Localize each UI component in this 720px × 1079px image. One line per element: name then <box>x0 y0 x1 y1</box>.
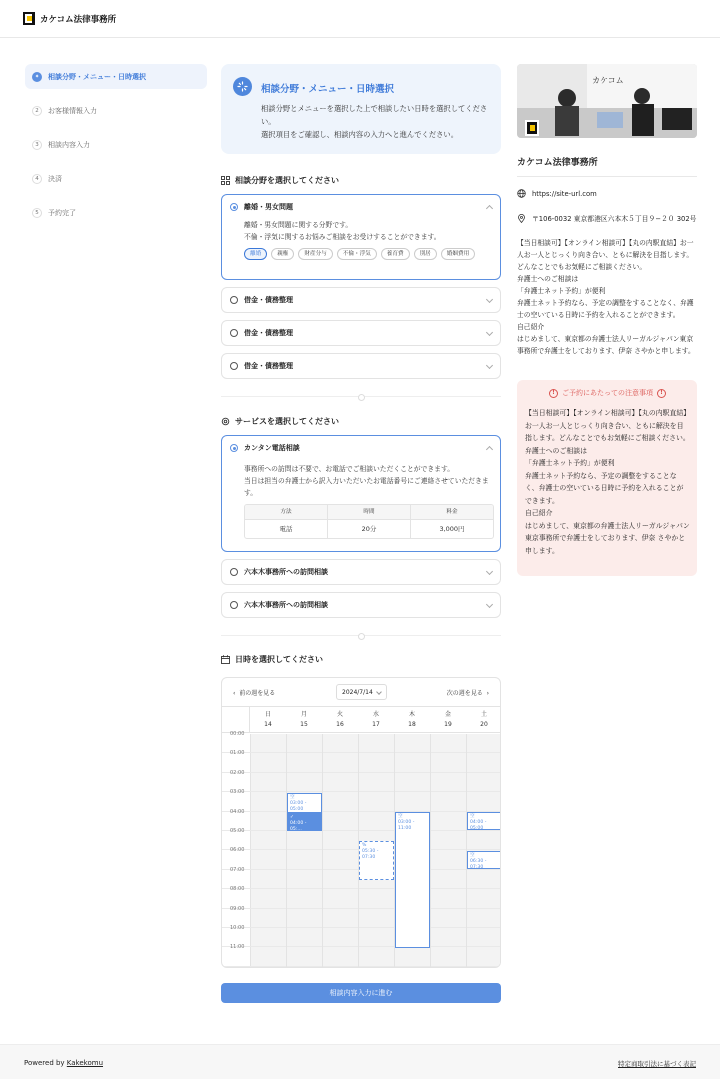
field-option-head[interactable] <box>222 354 500 378</box>
step-number: 2 <box>32 106 42 116</box>
date-section-title <box>221 654 501 665</box>
time-slot[interactable] <box>395 812 430 948</box>
service-option-phone[interactable] <box>221 435 501 552</box>
section-title-text: 相談分野を選択してください <box>235 176 339 185</box>
hour-label: 08:00 <box>230 886 245 893</box>
time-column-header <box>222 707 250 732</box>
hour-label: 09:00 <box>230 905 245 912</box>
sparkle-icon <box>233 77 252 96</box>
office-address-text: 〒106-0032 東京都港区六本木５丁目９−２０ 302号 <box>532 215 697 223</box>
column-separator <box>322 734 323 968</box>
step-number: 4 <box>32 174 42 184</box>
service-desc-line-1: 事務所への訪問は不要で、お電話でご相談いただくことができます。 <box>244 465 455 473</box>
field-desc-line-1: 離婚・男女問題に関する分野です。 <box>244 221 353 229</box>
radio-selected[interactable] <box>230 203 238 211</box>
hour-row <box>222 808 501 831</box>
step-3 <box>25 132 207 157</box>
notice-title <box>525 388 690 398</box>
field-option-divorce[interactable] <box>221 194 501 280</box>
hour-label: 04:00 <box>230 808 245 815</box>
time-slot-pending[interactable] <box>359 841 394 880</box>
hour-label: 11:00 <box>230 944 245 951</box>
tag-chip[interactable]: 離婚 <box>244 248 267 260</box>
calendar-day-header <box>222 707 501 733</box>
chevron-down-icon[interactable] <box>486 362 493 369</box>
intro-title: 相談分野・メニュー・日時選択 <box>261 84 395 95</box>
proceed-button[interactable]: 相談内容入力に進む <box>221 983 501 1003</box>
service-option-head[interactable] <box>222 560 500 584</box>
field-label: 借金・債務整理 <box>244 329 293 337</box>
time-slot[interactable] <box>467 851 501 869</box>
hour-row <box>222 769 501 792</box>
kakekomu-link[interactable]: Kakekomu <box>66 1059 104 1067</box>
day-sat <box>466 707 501 732</box>
slot-time: 04:00 - 05:00 <box>470 820 487 831</box>
office-photo <box>517 64 697 138</box>
step-number: 3 <box>32 140 42 150</box>
service-section-title <box>221 416 501 427</box>
header <box>0 0 720 38</box>
slot-mark: 空 <box>398 814 403 819</box>
intro-text <box>261 102 489 141</box>
day-number: 20 <box>480 721 488 728</box>
field-description <box>222 219 500 268</box>
field-label: 借金・債務整理 <box>244 362 293 370</box>
chevron-up-icon[interactable] <box>486 205 493 212</box>
slot-time: 05:30 - 07:30 <box>362 849 379 860</box>
cell-fee: 3,000円 <box>411 519 493 538</box>
main-content <box>221 64 501 665</box>
slot-time: 03:00 - 11:00 <box>398 820 415 831</box>
time-slot[interactable] <box>467 812 501 830</box>
field-option-head[interactable] <box>222 195 500 219</box>
office-name: カケコム法律事務所 <box>517 155 697 177</box>
step-2 <box>25 98 207 123</box>
step-label: お客様情報入力 <box>48 106 97 115</box>
day-tue <box>322 707 358 732</box>
field-label: 借金・債務整理 <box>244 296 293 304</box>
field-option-debt[interactable] <box>221 287 501 313</box>
section-divider <box>221 396 501 397</box>
price-table-header <box>245 505 493 519</box>
intro-banner <box>221 64 501 154</box>
step-4 <box>25 166 207 191</box>
weekday: 火 <box>336 711 343 718</box>
service-label: 六本木事務所への訪問相談 <box>244 601 328 609</box>
step-5 <box>25 200 207 225</box>
step-label: 決済 <box>48 174 62 183</box>
powered-by-text: Powered by <box>24 1059 67 1067</box>
service-label: カンタン電話相談 <box>244 444 300 452</box>
field-label: 離婚・男女問題 <box>244 203 293 211</box>
weekday: 月 <box>300 711 307 718</box>
section-title-text: 日時を選択してください <box>235 655 323 664</box>
legal-notice-link[interactable]: 特定商取引法に基づく表記 <box>618 1060 696 1068</box>
tag-chip[interactable]: 別居 <box>414 248 437 260</box>
calendar-nav <box>222 678 500 707</box>
service-desc-line-2: 当日は担当の弁護士から訳入力いただいたお電話番号にご連絡させていただきます。 <box>244 477 489 497</box>
next-week-link[interactable]: 次の週を見る › <box>446 690 489 697</box>
step-1 <box>25 64 207 89</box>
hour-label: 01:00 <box>230 750 245 757</box>
hour-label: 02:00 <box>230 769 245 776</box>
photo-sign-text: カケコム <box>592 76 624 85</box>
step-navigation <box>25 64 207 234</box>
slot-mark: 空 <box>470 853 475 858</box>
service-description <box>222 460 500 547</box>
weekday: 水 <box>372 711 379 718</box>
hour-label: 03:00 <box>230 789 245 796</box>
header-fee: 料金 <box>411 505 493 519</box>
day-wed <box>358 707 394 732</box>
day-number: 17 <box>372 721 380 728</box>
time-slot[interactable] <box>287 793 322 813</box>
hour-row <box>222 731 501 753</box>
slot-mark: % <box>362 843 367 848</box>
brand-logo-icon <box>23 12 35 25</box>
check-icon: ✓ <box>290 815 294 820</box>
day-number: 14 <box>264 721 272 728</box>
chevron-down-icon[interactable] <box>486 296 493 303</box>
intro-line-2: 選択項目をご確認し、相談内容の入力へと進んでください。 <box>261 130 459 139</box>
cell-method: 電話 <box>245 519 328 538</box>
hour-row <box>222 886 501 908</box>
chevron-down-icon[interactable] <box>486 601 493 608</box>
price-table <box>244 504 494 539</box>
header-time: 時間 <box>328 505 411 519</box>
tag-chip[interactable]: 不倫・浮気 <box>337 248 377 260</box>
hour-row <box>222 905 501 928</box>
service-label: 六本木事務所への訪問相談 <box>244 568 328 576</box>
chevron-down-icon[interactable] <box>486 329 493 336</box>
column-separator <box>286 734 287 968</box>
office-url <box>517 189 697 198</box>
service-option-head[interactable] <box>222 593 500 617</box>
location-pin-icon <box>517 214 526 223</box>
field-desc-line-2: 不倫・浮気に関するお悩みご相談をお受けすることができます。 <box>244 233 441 241</box>
footer <box>0 1044 720 1079</box>
step-number: 5 <box>32 208 42 218</box>
next-week-label[interactable]: 次の週を見る <box>446 690 483 697</box>
day-number: 18 <box>408 721 416 728</box>
week-date-select[interactable]: 2024/7/14 <box>336 684 387 700</box>
office-description <box>517 237 697 357</box>
chevron-up-icon[interactable] <box>486 446 493 453</box>
hour-label: 00:00 <box>230 731 245 737</box>
sparkle-icon: ✦ <box>32 72 42 82</box>
day-number: 15 <box>300 721 308 728</box>
weekday: 土 <box>480 711 487 718</box>
slot-time: 04:00 - 05:... <box>290 821 307 832</box>
field-option-head[interactable] <box>222 288 500 312</box>
cell-time: 20分 <box>328 519 411 538</box>
notice-title-text: ご予約にあたっての注意事項 <box>562 389 653 397</box>
weekday: 日 <box>264 711 271 718</box>
chevron-down-icon[interactable] <box>486 568 493 575</box>
step-label: 予約完了 <box>48 208 76 217</box>
hour-label: 06:00 <box>230 847 245 854</box>
globe-icon <box>517 189 526 198</box>
hour-row <box>222 789 501 811</box>
weekday: 金 <box>444 711 451 718</box>
notice-body: 【当日相談可】【オンライン相談可】【丸の内駅直結】お一人お一人とじっくり向き合い、ともに解決を目指します。どんなことでもお気軽にご相談ください。 弁護士へのご相談は 「弁護士ネット予約」が便利 弁護士ネット予約なら、予定の調整をすることなく、弁護士の空いている日時に予約を入れることができます。 自己紹介 はじめまして、東京都の弁護士法人リーガルジャパン東京事務所で弁護士をしております、伊奈 さやかと申します。 <box>525 409 690 555</box>
office-description-text: 【当日相談可】【オンライン相談可】【丸の内駅直結】お一人お一人とじっくり向き合い、ともに解決を目指します。どんなことでもお気軽にご相談ください。 弁護士へのご相談は 「弁護士ネット予約」が便利 弁護士ネット予約なら、予定の調整をすることなく、弁護士の空いている日時に予約を入れることができます。 自己紹介 はじめまして、東京都の弁護士法人リーガルジャパン東京事務所で弁護士をしております、伊奈 さやかと申します。 <box>517 239 695 355</box>
radio-unselected[interactable] <box>230 329 238 337</box>
day-thu <box>394 707 430 732</box>
radio-unselected[interactable] <box>230 362 238 370</box>
brand-name[interactable]: カケコム法律事務所 <box>40 15 117 25</box>
slot-time: 03:00 - 05:00 <box>290 801 307 812</box>
step-label: 相談分野・メニュー・日時選択 <box>48 72 146 81</box>
day-number: 19 <box>444 721 452 728</box>
slot-time: 06:30 - 07:30 <box>470 859 487 870</box>
day-fri <box>430 707 466 732</box>
radio-unselected[interactable] <box>230 296 238 304</box>
tag-chip[interactable]: 養育費 <box>381 248 410 260</box>
service-option-visit[interactable] <box>221 559 501 585</box>
radio-unselected[interactable] <box>230 601 238 609</box>
notice-box <box>517 380 697 576</box>
weekday: 木 <box>408 711 415 718</box>
service-option-head[interactable] <box>222 436 500 460</box>
section-divider <box>221 635 501 636</box>
column-separator <box>430 734 431 968</box>
intro-line-1: 相談分野とメニューを選択した上で相談したい日時を選択してください。 <box>261 104 488 126</box>
powered-by <box>24 1059 103 1067</box>
field-option-debt[interactable] <box>221 320 501 346</box>
calendar-icon <box>221 655 230 664</box>
hour-label: 07:00 <box>230 866 245 873</box>
field-option-debt[interactable] <box>221 353 501 379</box>
step-label: 相談内容入力 <box>48 140 90 149</box>
field-tags <box>244 248 492 260</box>
office-address <box>517 213 697 223</box>
day-sun <box>250 707 286 732</box>
office-url-text[interactable]: https://site-url.com <box>532 189 597 198</box>
day-mon <box>286 707 322 732</box>
service-option-visit[interactable] <box>221 592 501 618</box>
hour-row <box>222 944 501 966</box>
slot-mark: 空 <box>470 814 475 819</box>
day-number: 16 <box>336 721 344 728</box>
hour-row <box>222 924 501 947</box>
tag-chip[interactable]: 婚姻費用 <box>441 248 475 260</box>
exclamation-icon: ! <box>549 389 558 398</box>
field-option-head[interactable] <box>222 321 500 345</box>
week-calendar <box>221 677 501 968</box>
section-title-text: サービスを選択してください <box>235 417 339 426</box>
office-info <box>517 150 697 357</box>
gear-icon <box>221 417 230 426</box>
hour-label: 10:00 <box>230 924 245 931</box>
header-method: 方法 <box>245 505 328 519</box>
prev-week-link[interactable]: ‹ 前の週を見る <box>233 690 276 697</box>
radio-selected[interactable] <box>230 444 238 452</box>
tag-chip[interactable]: 親権 <box>271 248 294 260</box>
radio-unselected[interactable] <box>230 568 238 576</box>
hour-row <box>222 750 501 772</box>
tag-chip[interactable]: 財産分与 <box>298 248 332 260</box>
prev-week-label[interactable]: 前の週を見る <box>239 690 276 697</box>
exclamation-icon: ! <box>657 389 666 398</box>
hour-label: 05:00 <box>230 827 245 834</box>
slot-mark: 空 <box>290 795 295 800</box>
grid-icon <box>221 176 230 185</box>
field-section-title <box>221 175 501 186</box>
price-table-row <box>245 519 493 538</box>
time-slot-selected[interactable] <box>287 813 322 831</box>
